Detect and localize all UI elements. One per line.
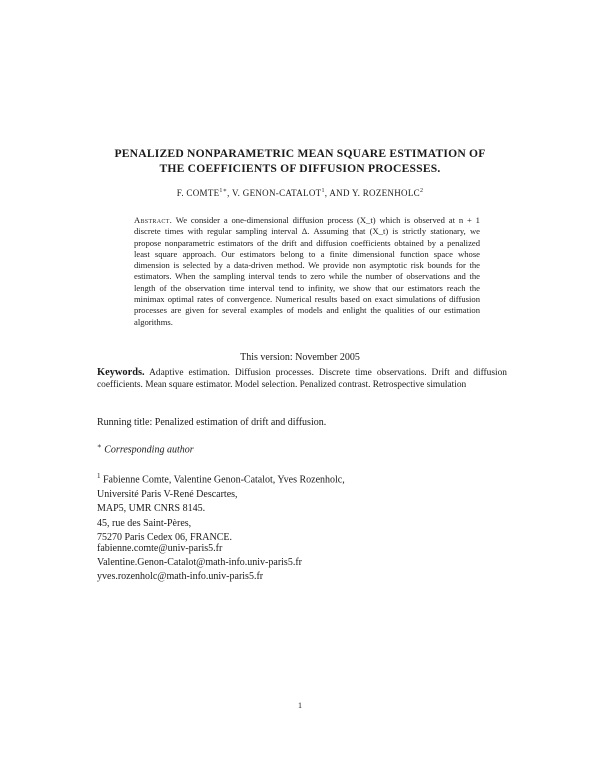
- title-line-2: THE COEFFICIENTS OF DIFFUSION PROCESSES.: [159, 162, 441, 175]
- author-1: F. COMTE: [176, 188, 220, 198]
- affiliation-line: 75270 Paris Cedex 06, FRANCE.: [97, 532, 232, 544]
- keywords-label: Keywords.: [97, 367, 145, 378]
- corresponding-mark: ∗: [97, 442, 102, 450]
- email-link[interactable]: fabienne.comte@univ-paris5.fr: [97, 543, 223, 554]
- author-list: [60, 187, 540, 198]
- title-line-1: PENALIZED NONPARAMETRIC MEAN SQUARE ESTIMATION OF: [114, 147, 486, 160]
- affiliation-line: MAP5, UMR CNRS 8145.: [97, 503, 206, 515]
- affiliation-names-line: [97, 469, 345, 488]
- keywords-text: Adaptive estimation. Diffusion processes. Discrete time observations. Drift and diffusion coefficients. Mean square estimator. Model selection. Penalized contrast. Retrospective simulation: [97, 368, 507, 391]
- abstract: [134, 215, 480, 328]
- page-number: 1: [298, 701, 302, 710]
- affiliation-names: Fabienne Comte, Valentine Genon-Catalot, Yves Rozenholc,: [103, 474, 345, 486]
- email-link[interactable]: yves.rozenholc@math-info.univ-paris5.fr: [97, 571, 264, 582]
- abstract-text: We consider a one-dimensional diffusion process (X_t) which is observed at n + 1 discrete times with regular sampling interval Δ. Assuming that (X_t) is strictly stationary, we propose nonparametric estimators of the drift and diffusion coefficients obtained by a penalized least square approach. Our estimators belong to a finite dimensional function space whose dimension is selected by a data-driven method. We provide non asymptotic risk bounds for the estimators. When the sampling interval tends to zero while the number of observations and the length of the observation time interval tend to infinity, we show that our estimators reach the minimax optimal rates of convergence. Numerical results based on exact simulations of diffusion processes are given for several examples of models and enlight the qualities of our estimation algorithms.: [134, 215, 480, 327]
- email-link[interactable]: Valentine.Genon-Catalot@math-info.univ-paris5.fr: [97, 557, 302, 568]
- affiliation-mark: 1: [97, 472, 101, 480]
- corresponding-text: Corresponding author: [104, 444, 194, 456]
- affiliation-block: [97, 469, 345, 546]
- running-title: Running title: Penalized estimation of drift and diffusion.: [97, 417, 327, 428]
- author-3: , AND Y. ROZENHOLC: [324, 188, 420, 198]
- corresponding-author-note: [97, 442, 194, 455]
- paper-title: [60, 146, 540, 176]
- keywords: [97, 367, 507, 392]
- affiliation-line: Université Paris V-René Descartes,: [97, 488, 238, 500]
- author-2-mark: 1: [321, 188, 325, 194]
- affiliation-line: 45, rue des Saint-Pères,: [97, 517, 192, 529]
- email-block: [97, 542, 302, 584]
- version-line: This version: November 2005: [240, 352, 360, 363]
- author-1-mark: 1∗: [219, 188, 228, 194]
- author-3-mark: 2: [419, 188, 424, 194]
- author-2: , V. GENON-CATALOT: [227, 188, 322, 198]
- abstract-heading: Abstract.: [134, 215, 173, 225]
